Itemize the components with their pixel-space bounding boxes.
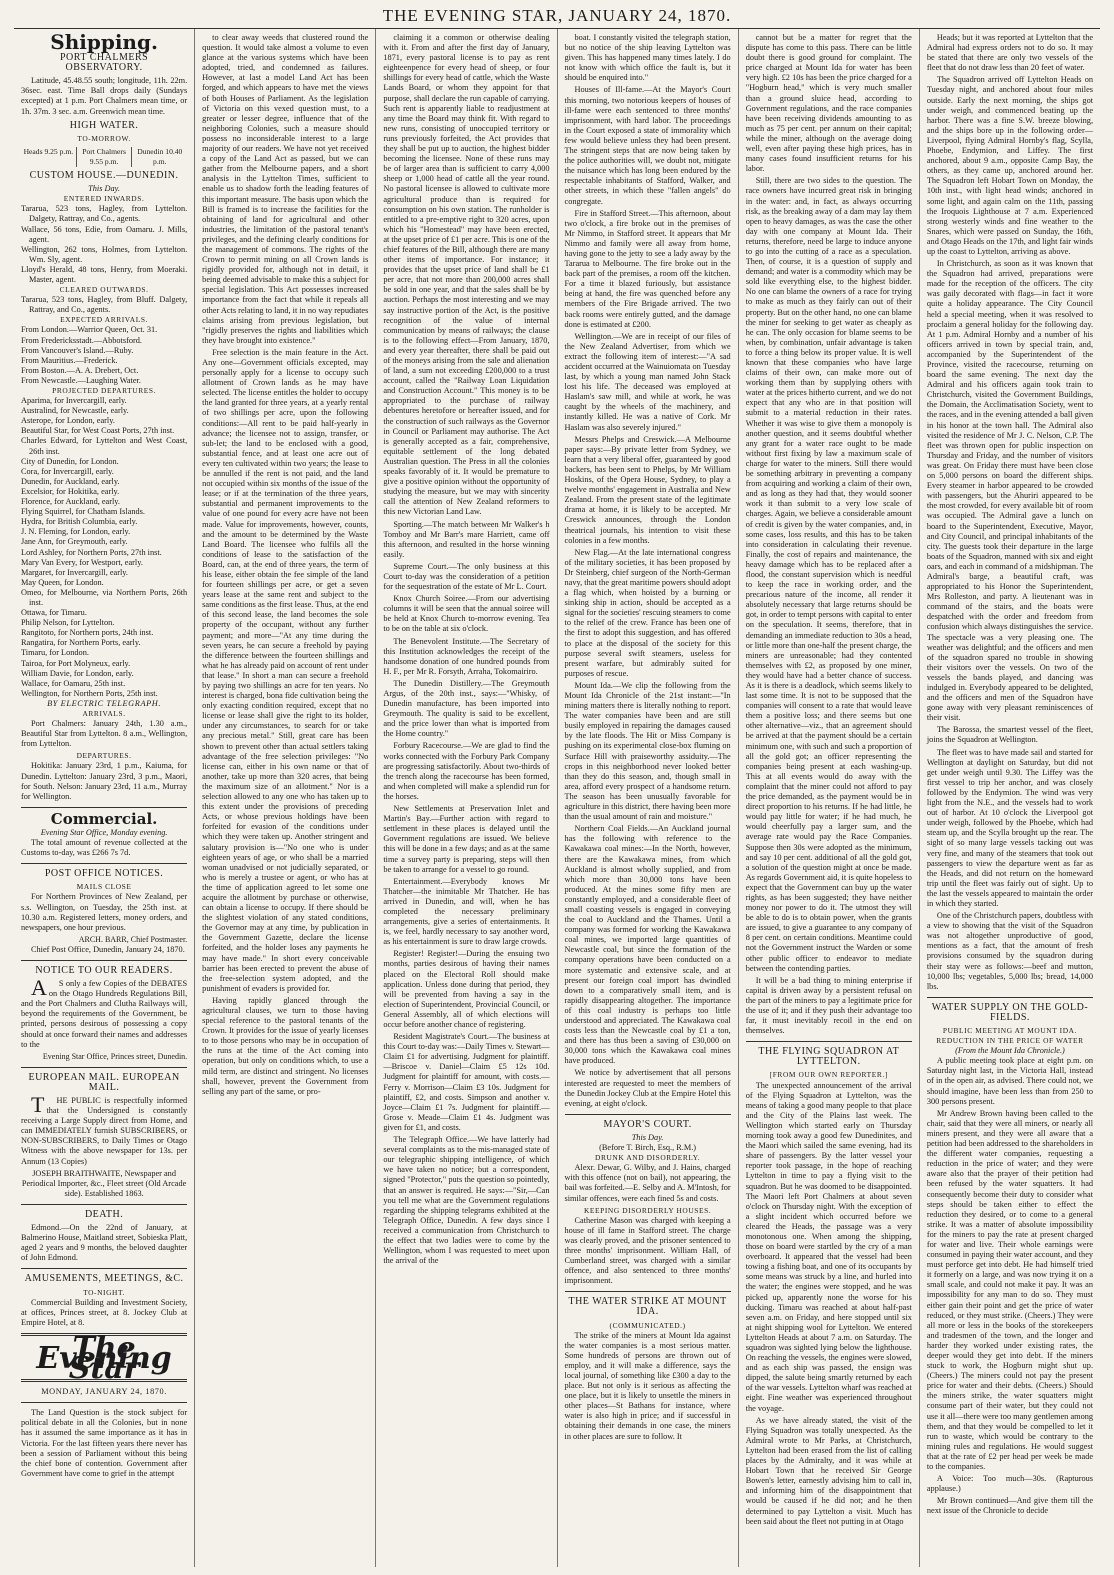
article-paragraph: claiming it a common or otherwise dealing with it. From and after the first day of January, 1871, every pastoral license is to pay as rent eighteenpence for every head of sheep, or four shillings for every head of cattle, which the Waste Lands Board, or whom they appoint for that purpose, shall declare the run capable of carrying. Such rent is apparently liable to readjustment at any time the Board may think fit. With regard to new runs, consisting of unoccupied territory or runs previously forfeited, the Act provides that they shall be put up to auction, the highest bidder becoming the licensee. None of these runs may be of larger area than is sufficient to carry 4,000 sheep or 1,000 head of cattle all the year round. No pastoral licensee is allowed to cultivate more agricultural produce than is required for consumption on his own station. The runholder is entitled to a pre-emptive right to 320 acres, upon which his "Homestead" may have been erected, at the upset price of £1 per acre. This is one of the chief features of the Bill, although there are many other items of importance. For instance; it provides that the upset price of land shall be £1 per acre, that not more than 200,000 acres shall be sold in one year, and that the sales shall be by auction. Perhaps the most interesting and we may say instructive portion of the Act, is the positive recognition of the value of internal communication by means of railways; the clause is to the following effect—From January, 1870, and every year thereafter, there shall be paid out of the moneys arising from the sale and alienation of land, a sum not exceeding £200,000 to a trust account, called the "Railway Loan Liquidation and Construction Account." This money is to be appropriated to the purchase of railway debentures heretofore or hereafter issued, and for the construction of such railways as the Governor in Council or Parliament may authorise. The Act is generally accepted as a fair, comprehensive, equitable settlement of the long debated Australian question. The Press in all the colonies speaks favorably of it. It would be premature to give a positive opinion without the opportunity of studying the measure, but we may with sincerity call the attention of New Zealand reformers to this new Victorian Land Law. — [383, 33, 550, 517]
news-paragraph: boat. I constantly visited the telegraph station, but no notice of the ship leaving Lyttelton was given. This has happened many times lately. I do not know with which office the fault is, but it should be enquired into." — [564, 33, 731, 83]
divider — [746, 1041, 912, 1042]
high-water-sub: TO-MORROW. — [77, 133, 131, 143]
notice-body: S only a few Copies of the DEBATES on the Otago Hundreds Regulations Bill, and the Port Chalmers and Clutha Railways will, beyond the requirements of the Government, be printed, persons desirous of possessing a copy should at once forward their names and addresses to the — [21, 979, 188, 1049]
notice-text — [21, 975, 188, 1050]
tide-dunedin: Dunedin 10.40 p.m. — [137, 146, 183, 166]
news-paragraph: Messrs Phelps and Creswick.—A Melbourne paper says:—By private letter from Sydney, we learn that a very liberal offer, guaranteed by good backers, has been sent to Phelps, by Mr William Hoskins, of the Opera House, Sydney, to play a twelve months' engagement in Australia and New Zealand. From the present state of the legitimate drama at home, it is likely to be accepted. Mr Creswick announces, through the London theatrical journals, his intention to visit these colonies in a few months. — [564, 434, 731, 545]
squadron-text: The fleet was to have made sail and started for Wellington at daylight on Saturday, but did not get under weigh until 9.30. The Liffey was the first vessel to trip her anchor, and was closely followed by the Endymion. The wind was very light from the N.E., and the vessels had to work out of harbor. At 10 o'clock the Liverpool got under weigh, followed by the Phoebe, which had steam up, and the Scylla brought up the rear. The sight of so many large vessels tacking out was very fine, and many of the steamers that took out passengers to view the departure went as far as the Heads, and did not return on the homeward trip until the fleet was fairly out of sight. Up to the last the vessels appeared to maintain the order in which they started. — [926, 747, 1094, 908]
list-item: Lord Ashley, for Northern Ports, 27th inst. — [21, 547, 162, 557]
squadron-text: The Barossa, the smartest vessel of the fleet, joins the Squadron at Wellington. — [926, 725, 1094, 745]
news-paragraph: Knox Church Soiree.—From our advertising columns it will be seen that the annual soiree will be held at Knox Church to-morrow evening. Tea to be on the table at six o'clock. — [383, 594, 550, 634]
cleared-list — [21, 295, 187, 315]
squadron-text: The unexpected announcement of the arrival of the Flying Squadron at Lyttelton, was the means of taking a good many people to that place and the City of the Plains last week. The Wellington which started early on Thursday morning took away a good few Dunedinites, and the Maori which sailed the same evening, had its share of passengers. By the latter vessel your reporter took passage, in the hope of reaching Lyttelton in time to pay a flying visit to the squadron. But he was doomed to be disappointed. The Maori left Port Chalmers at about seven o'clock on Thursday night. With the exception of a slight incident which occurred before we cleared the Heads, the passage was a very monotonous one. When among the shipping, those on board were startled by the cry of a man overboard. It appeared that the vessel had been towing a fishing boat, and one of its occupants by some means was struck by a line, and hurled into the water; the engines were stopped, and he was picked up, apparently none the worse for his ducking. Timaru was reached at about half-past seven a.m. on Friday, and here stopped until six at night shipping wool for Lyttelton. We entered Lyttelton Heads at about 7 a.m. on Saturday. The squadron was sighted lying below the lighthouse. On reaching the vessels, the engines were slowed, and as each ship was passed, the ensign was dipped, the salute being smartly returned by each of the war vessels. Lyttelton wharf was reached at eight. Fine weather was experienced throughout the voyage. — [745, 1080, 912, 1413]
arrivals-heading: ARRIVALS. — [82, 709, 126, 718]
divider — [21, 1402, 187, 1403]
water-supply-text: A public meeting took place at eight p.m. on Saturday night last, in the Victoria Hall, instead of in the open air, as advised. There could not, we should imagine, have been less than from 250 to 300 persons present. — [926, 1056, 1094, 1106]
death-heading: DEATH. — [84, 1208, 124, 1220]
squadron-sub: [FROM OUR OWN REPORTER.] — [769, 1070, 888, 1080]
list-item: Beautiful Star, for West Coast Ports, 27th inst. — [21, 426, 175, 436]
observatory-text: Latitude, 45.48.55 south; longitude, 11h. 22m. 36sec. east. Time Ball drops daily (Sundays excepted) at 1 p.m. Port Chalmers mean time, or 1h. 37m. 3 sec. a.m. Greenwich mean time. — [21, 76, 188, 116]
news-paragraph: Fire in Stafford Street.—This afternoon, about two o'clock, a fire broke out in the premises of Mr Nimmo, in Stafford street. It appears that Mr Nimmo and family were all away from home, having gone to the jetty to see a lady away by the Tararua to Melbourne. The fire broke out in the back part of the premises, a room off the kitchen. For a time it blazed furiously, but assistance being at hand, the fire was quenched before any members of the Fire Brigade arrived. The two back rooms were entirely gutted, and the damage done is estimated at £200. — [564, 208, 731, 329]
list-item: From Boston.—A. A. Drebert, Oct. — [21, 365, 139, 375]
news-paragraph: Supreme Court.—The only business at this Court to-day was the consideration of a petition for the sequestration of the estate of Mr L. Court. — [383, 561, 550, 592]
news-paragraph: Resident Magistrate's Court.—The business at this Court to-day was:—Daily Times v. Stewart—Claim £1 for advertising. Judgment for plaintiff.—Briscoe v. Daniel—Claim £5 12s 10d. Judgment for plaintiff for amount, with costs.—Ferry v. Morrison—Claim £3 10s. Judgment for plaintiff, £2, and costs. Simpson and another v. Joyce—Claim £1 7s. Judgment for plaintiff.—Grose v. Meade—Claim £1 4s. Judgment was given for £1, and costs. — [383, 1032, 550, 1132]
drop-cap-t: T — [31, 1092, 45, 1117]
column-6 — [920, 29, 1100, 1567]
list-item: Jane Ann, for Greymouth, early. — [21, 537, 128, 547]
list-item: Cora, for Invercargill, early. — [21, 466, 114, 476]
list-item: Mary Van Every, for Westport, early. — [21, 557, 143, 567]
expected-list — [21, 325, 187, 386]
mayors-court-heading: MAYOR'S COURT. — [603, 1118, 692, 1130]
news-paragraph: We notice by advertisement that all persons interested are requested to meet the members of the Dunedin Jockey Club at the Empire Hotel this evening, at eight o'clock. — [564, 1068, 731, 1108]
list-item: Lloyd's Herald, 48 tons, Henry, from Moeraki. Master, agent. — [21, 264, 188, 284]
news-paragraph: Entertainment.—Everybody knows Mr Thatcher—the inimitable Mr Thatcher. He has arrived in Dunedin, and will, when he has completed the necessary preliminary arrangements, give a series of entertainments. It is, we feel, hardly necessary to say another word, as his entertainment is sure to draw large crowds. — [383, 876, 550, 947]
projected-heading: PROJECTED DEPARTURES. — [52, 386, 157, 395]
amusements-text: Commercial Building and Investment Society, at offices, Princes street, at 8. Jockey Club at Empire Hotel, at 8. — [21, 1297, 188, 1327]
tide-table — [21, 147, 187, 167]
leader-text: The Land Question is the stock subject for political debate in all the Colonies, but in none has it assumed the same importance as it has in Victoria. For the last fifteen years there never has been a session of Parliament without this being the chief bone of contention. Government after Government have come to grief in the attempt — [21, 1408, 188, 1478]
article-paragraph: It will be a bad thing to mining enterprise if capital is driven away by a persistent refusal on the part of the miners to pay a legitimate price for the use of it; and if they push their advantage too far, it must inevitably recoil in the end on themselves. — [745, 975, 912, 1036]
list-item: Tairoa, for Port Molyneux, early. — [21, 658, 131, 668]
news-paragraph: Sporting.—The match between Mr Walker's h Tomboy and Mr Barr's mare Harriett, came off this afternoon, and resulted in the horse winning easily. — [383, 519, 550, 559]
water-strike-sub: (COMMUNICATED.) — [609, 1320, 686, 1330]
paper-masthead: The Evening Star — [36, 1330, 172, 1387]
column-2 — [195, 29, 376, 1567]
list-item: Rangatira, for Northern Ports, early. — [21, 638, 141, 648]
observatory-heading: PORT CHALMERS OBSERVATORY. — [59, 52, 149, 74]
water-strike-text: The strike of the miners at Mount Ida against the water companies is a most serious matter. Some hundreds of persons are thrown out of employ, and it will make a difference, says the local journal, of something like £300 a day to the place. But not only is it serious as affecting the one place, but it is likely to unsettle the miners in other places—St Bathans for instance, where water is also high in price; and if successful in obtaining their demands in one case, the miners in other places are sure to follow. It — [564, 1330, 731, 1441]
mail-heading: EUROPEAN MAIL. EUROPEAN MAIL. — [28, 1071, 180, 1093]
commercial-title: Commercial. — [50, 809, 158, 828]
squadron-heading: THE FLYING SQUADRON AT LYTTELTON. — [758, 1046, 900, 1068]
news-paragraph: Northern Coal Fields.—An Auckland journal has the following with reference to the Kawakawa coal mines:—In the North, however, there are the Kawakawa mines, from which Auckland is almost wholly supplied, and from which more than 30,000 tons have been produced. At the mines some fifty men are constantly employed, and a considerable fleet of small coasting vessels is engaged in conveying the coal to Auckland and the Thames. Until a company was formed for working the Kawakawa coal mines, we imported large quantities of Newcastle coal, but since the formation of the company operations have been conducted on a more systematic and extensive scale, and at present our foreign coal import has dwindled down to a comparatively small item, and is rapidly disappearing altogether. The importance of this coal industry is perhaps too little understood and appreciated. The Kawakawa coal costs less than the Newcastle coal by £1 a ton, and there has thus been a saving of £30,000 on 30,000 tons which the Kawakawa coal mines have produced. — [564, 824, 731, 1066]
list-item: Tararua, 523 tons, Hagley, from Lyttelton. Dalgety, Rattray, and Co., agents. — [21, 204, 188, 224]
list-item: Timaru, for London. — [21, 648, 89, 658]
mayors-court-text: Catherine Mason was charged with keeping a house of ill fame in Stafford street. The charge was clearly proved, and the prisoner sentenced to three months' imprisonment. William Hall, of Cumberland street, was charged with a similar offence, and also sentenced to three months' imprisonment. — [564, 1215, 731, 1286]
list-item: Wallace, for Oamaru, 25th inst. — [21, 678, 126, 688]
article-paragraph: Still, there are two sides to the question. The race owners have incurred great risk in bringing in the water: and, in fact, as always occurring risk, as the breaking away of a dam may lay them open to heavy damages, as was the case the other day with one company at Mount Ida. Their returns, therefore, need be large to induce anyone to go into the cutting of a race as a speculation. Then, of course, it is a question of supply and demand; and water is a commodity which may be sold like everything else, to the highest bidder. No one can blame the owners of a race for trying to make as much as they fairly can out of their property. But on the other hand, no one can blame the miner for seeking to get water as cheaply as he can. The only occasion for blame seems to be when, by combination, unfair advantage is taken to force a thing below its proper value. It is well known that these companies who have large claims of their own, can make more out of working them than by supplying others with water at the prices hitherto current, and we do not expect that any who are in that position will submit to a material reduction in their rates. Whether it was wise to give them a monopoly is another question, and it seems doubtful whether any grant for a water race ought to be made without first fixing by law a maximum scale of charge for water to the miners. Still there would be something arbitrary in preventing a company from acquiring and working a claim of their own, and as long as they had that, they would sooner work it than submit to a very low scale of charges. Again, we believe a considerable amount of credit is given by the water companies, and, in some cases, loss results, and this has to be taken into consideration in calculating their revenue. Finally, the cost of repairs and maintenance, the heavy damage which has to be replaced after a flood, the constant supervision which is needful to keep the race in working order, and the precarious nature of the income, all render it absolutely necessary that large returns should be got, in order to tempt persons with capital to enter on the speculation. It seems, therefore, that in demanding an immediate reduction to 30s a head, or little more than one-half the present charge, the miners are unreasonable; had they contented themselves with £2, as proposed by one miner, they would have had a better chance of success. As it is there is a deadlock, which seems likely to last some time. It is not to be supposed that the companies will consent to a rate that would leave them a positive loss; and there seems but one other alternative—viz., that an agreement should be arrived at that the payment should be a certain minimum one, with such and such a proportion of all the gold got; an officer representing the companies being present at each washing-up. This at all events would do away with the complaint that the miner could not afford to pay the price demanded, as the payment would be in direct proportion to his returns. If he had little, he would pay little for water; if he had much, he would cheerfully pay a larger sum, and the average rate would pay the Race Companies. Suppose then 30s were adopted as the minimum, and say 10 per cent. additional of all the gold got, a solution of the question might at once be made. As regards Government aid, it is quite hopeless to expect that the Government can buy up the water rights, as has been suggested; they have neither money nor power to do it. The utmost they will be able to do is to obtain power, when the grants are issued, to give a guarantee to any company of 8 per cent. on certain conditions. Meantime could not the Government instruct the Warden or some other public officer to endeavor to mediate between the contending parties. — [745, 176, 912, 973]
list-item: Charles Edward, for Lyttelton and West Coast, 26th inst. — [21, 436, 188, 456]
article-paragraph: Free selection is the main feature in the Act. Any one—Government officials excepted, may personally apply for a license to occupy such allotment of Crown lands as he may have selected. The license entitles the holder to occupy the land granted for three years, at a yearly rental of two shillings per acre, upon the following conditions:—All rent to be paid half-yearly in advance; the licensee not to assign, transfer, or sub-let; the land to be enclosed with a good, substantial fence, and at least one acre out of every ten cultivated within two years; the lease to be annulled if the rent is not paid, and the land not occupied within six months of the issue of the lease; or if at the termination of the three years, substantial and permanent improvements to the value of one pound for every acre have not been made. Value for improvements, however, counts, and the amount to be determined by the Waste Land Board. The licensee who fulfils all the conditions of lease to the satisfaction of the Board, can, at the end of three years, the term of his lease, either obtain the fee simple of the land for fourteen shillings per acre, or get a seven years lease at the same rent and subject to the same conditions as the first lease. Thus, at the end of this second lease, the land becomes the sole property of the occupant, without any further payment; and more—"At any time during the seven years, he can secure a freehold by paying the difference between the fourteen shillings and what he has already paid on account of rent under that lease." In short a man can secure a freehold by paying two shillings an acre for ten years. No interest is charged, bona fide cultivation being the only exacting condition required, except that no license or lease shall give the right to its holder, under any circumstances, to search for or take any precious metal." Still, great care has been shown to prevent other than actual settlers taking advantage of the free selection privileges: "No license can, either in his own name or that of another, take up more than 320 acres, that being the maximum size of an allotment." Nor is a selection allowed to any one who has taken up to this extent under the provisions of preceding Acts, or whose previous holdings have been forfeited for evasion of the conditions under which they were taken up. Another stringent and salutary provision is—"No one who is under eighteen years of age, or who shall be a married woman unadvised or not judicially separated, or who is merely a trustee or agent, or who has at the time of application agreed to let some one acquire the allotment by purchase or otherwise, can obtain a license to occupy. If there should be the slightest violation of any stated conditions, the Governor may at any time, by publication in the Government Gazette, declare the license forfeited, and the holder loses any payments he may have made." In short every conceivable barrier has been erected to prevent the abuse of the free-selection system adopted, and the punishment of evaders is provided for. — [202, 347, 369, 993]
list-item: Hydra, for British Columbia, early. — [21, 517, 138, 527]
list-item: May Queen, for London. — [21, 577, 104, 587]
customs-day: This Day. — [88, 184, 120, 194]
list-item: Wellington, 262 tons, Holmes, from Lyttelton. Wm. Sly, agent. — [21, 244, 188, 264]
column-1 — [14, 29, 195, 1567]
departures-text: Hokitika: January 23rd, 1 p.m., Kaiuma, for Dunedin. Lyttelton: January 23rd, 3 p.m., Maori, for South. Nelson: January 23rd, 11 a.m., Murray for Wellington. — [21, 761, 188, 801]
mayors-court-day: This Day. — [631, 1132, 664, 1142]
tide-port-chalmers: Port Chalmers 9.55 p.m. — [77, 147, 133, 167]
water-supply-text: Mr Andrew Brown having been called to the chair, said that they were all miners, or nearly all miners present, and they were all aware that a petition had been addressed to the shareholders in the different water companies, requesting a reduction in the price of water; and they were aware also that the prayer of their petition had been refused by the water squatters. It had consequently become their duty to consider what steps should be taken either to effect the reduction they desired, or to come to a general strike. It was a matter of absolute impossibility for the miners to pay the rate at present charged for water and live. Their whole earnings were consumed in paying their water account, and they must perforce get into debt. He had himself tried it formerly on a large, and was now trying it on a small scale, and could not make it pay. It was an impossibility for any man to do so. They must either gain their point and get the price of water reduced, or they must strike. (Cheers.) They were all more or less in the books of the storekeepers and tradesmen of the town, and the longer and harder they worked under existing rates, the deeper would they get into debt. If the miners stuck to work, the Hogburn might shut up. (Cheers.) The miners could not pay the present price for water and their debts. (Cheers.) Should the miners strike, the water squatters might consume part of their water, but they could not use it all—there were too many gentlemen among them, and that they would be compelled to let it run to waste, which would be contrary to the mining rules and regulations. He would suggest that at the rate of £2 per head per week be made to the companies. — [926, 1108, 1094, 1472]
squadron-text: The Squadron arrived off Lyttelton Heads on Tuesday night, and anchored about four miles outside. Early the next morning, the ships got under weigh, and commenced beating up the harbor. There was a fine S.W. breeze blowing, and the ships bore up in the following order—Liverpool, flying Admiral Hornby's flag, Scylla, Phoebe, Endymion, and Liffey. The first anchored, about 9 a.m., opposite Camp Bay, the others, as they came up, anchored around her. The Squadron left Hobart Town on Monday, the 10th inst., with light head winds; anchored in some light, and again calm on the 11th, passing the Iroquois Lighthouse at 7 a.m. Experienced strong westerly winds and fine weather to the Snares, which were passed on Sunday, the 16th, and Otago Heads on the 17th, and light fair winds up the coast to Lyttelton, arriving as above. — [926, 75, 1094, 256]
projected-list — [21, 396, 187, 699]
article-paragraph: to clear away weeds that clustered round the question. It would take almost a volume to even glance at the various systems which have been adopted, tried, and condemned as failures. However, at last a model Land Act has been forged, and which appears to have met the views of both Houses of Parliament. As the legislation of Victoria on this vexed question must, to a greater or lesser degree, influence that of the neighboring Colonies, such a measure should possess no inconsiderable interest to a large majority of our readers. We have not yet received a copy of the Land Act as passed, but we can gather from the Melbourne papers, and a short analysis in the Lyttelton Times, sufficient to enable us to shadow forth the leading features of this important measure. The basis upon which the Bill is framed is to increase the facilities for the obtaining of land for agricultural and other industries, the limitation of the pastoral tenant's privileges, and the defining clearly conditions for the management of commons. The rights of the Crown to permit mining on all Crown lands is rigidly provided for, although not in detail, it being deemed advisable to make this a subject for special legislation. This Act possesses increased importance from the fact that while it repeals all other Acts relating to land, it in no way repudiates claims arising from previous legislation, but "rigidly preserves the rights and liabilities which they have brought into existence." — [202, 33, 369, 345]
expected-heading: EXPECTED ARRIVALS. — [60, 315, 149, 325]
water-supply-text: A Voice: Too much—30s. (Rapturous applause.) — [926, 1474, 1094, 1494]
article-paragraph: cannot but be a matter for regret that the dispute has come to this pass. There can be little doubt there is good ground for complaint. The price charged at Mount Ida for water has been very high. £2 10s has been the price charged for a "Hogburn head," which is very much smaller than a ground sluice head, according to Government regulations, and the race companies have been receiving dividends amounting to as much as 75 per cent. per annum on their capital; while the miner, although on the average doing well, even after paying these high prices, has in many cases found insufficient returns for his labor. — [745, 33, 912, 174]
amusements-heading: AMUSEMENTS, MEETINGS, &C. — [24, 1273, 184, 1285]
customs-heading: CUSTOM HOUSE.—DUNEDIN. — [29, 170, 179, 182]
column-3 — [376, 29, 557, 1567]
divider — [21, 960, 187, 961]
list-item: Florence, for Auckland, early. — [21, 497, 120, 507]
post-text: For Northern Provinces of New Zealand, per s.s. Wellington, on Tuesday, the 25th inst. at 10.30 a.m. Registered letters, money orders, and newspapers, one hour previous. — [21, 892, 188, 932]
water-supply-sub: REDUCTION IN THE PRICE OF WATER — [936, 1036, 1084, 1046]
post-signature: ARCH. BARR, Chief Postmaster. — [78, 934, 188, 944]
list-item: Flying Squirrel, for Chatham Islands. — [21, 507, 145, 517]
column-5 — [739, 29, 920, 1567]
tide-heads: Heads 9.25 p.m. — [21, 147, 77, 167]
notice-heading: NOTICE TO OUR READERS. — [35, 964, 173, 976]
squadron-text: In Christchurch, as soon as it was known that the Squadron had arrived, preparations were made for the reception of the officers. The city was gaily decorated with flags—in fact it wore quite a holiday appearance. The City Council held a special meeting, when it was resolved to proclaim a general holiday for the following day. At 1 p.m. Admiral Hornby and a number of his officers arrived in town by special train, and, accompanied by the Superintendent of the Province, visited the racecourse, returning on board the same evening. The next day the Admiral and his officers again took train to Christchurch, visited the Government Buildings, the Domain, the Acclimatisation Society, went to the races, and in the evening attended a ball given in his honor at the town hall. The Admiral also visited the residence of Mr J. C. Nelson, C.P. The fleet was thrown open for public inspection on Thursday and Friday, and the number of visitors was great. On Friday there must have been close on 5,000 persons on board the different ships. Every steamer in harbor appeared to be crowded with passengers, but the Ahuriri appeared to be the most crowded, for every available bit of room was occupied. The Admiral gave a lunch on board to the Superintendent, Executive, Mayor, and City Council, and principal inhabitants of the city. The guests took their departure in the large boats of the Squadron, manned with six and eight oars, and each in command of a midshipman. The Admiral's barge, a beautiful craft, was appropriated to his Honor the Superintendent, Mrs Rolleston, and party. A lieutenant was in command of the stairs, and the boats were despatched with the order and freedom from confusion which always distinguishes the service. The spectacle was a very pleasing one. The weather was delightful; and the officers and men of the squadron spared no trouble in showing their visitors over the vessels. On two of the vessels the bands played, and dancing was indulged in. Everybody appeared to be delighted, and the officers and men of the Squadron have gone away with very pleasant reminiscences of their visit. — [926, 259, 1094, 723]
arrivals-text: Port Chalmers: January 24th, 1.30 a.m., Beautiful Star from Lyttelton. 8 a.m., Wellington, from Lyttelton. — [21, 719, 188, 749]
mayors-court-sub: KEEPING DISORDERLY HOUSES. — [583, 1205, 712, 1215]
article-paragraph: Having rapidly glanced through the agricultural clauses, we turn to those having special reference to the pastoral tenants of the Crown. It provides for the issue of yearly licenses to to those persons who may be in occupation of the runs at the time of the Act coming into operation, but only on conditions which, to use a mild term, are distinct and stringent. No licenses shall, however, prevent the Government from selling any part of the same, or pro- — [202, 995, 369, 1096]
list-item: From Mauritius.—Frederick. — [21, 355, 118, 365]
list-item: Philip Nelson, for Lyttelton. — [21, 618, 115, 628]
water-supply-text: Mr Brown continued—And give them till the next issue of the Chronicle to decide — [926, 1496, 1094, 1516]
news-paragraph: The Dunedin Distillery.—The Greymouth Argus, of the 20th inst., says:—"Whisky, of Dunedin manufacture, has been imported into Greymouth. The quality is said to be excellent, and the price lower than what is imported from the Home country." — [383, 678, 550, 739]
post-place: Chief Post Office, Dunedin, January 24, 1870. — [31, 944, 185, 954]
commercial-text: The total amount of revenue collected at the Customs to-day, was £266 7s 7d. — [21, 838, 188, 858]
water-supply-source: (From the Mount Ida Chronicle.) — [955, 1046, 1065, 1056]
mayors-court-text: Alexr. Dewar, G. Wilby, and J. Hains, charged with this offence (not on bail), not appearing, the bail was forfeited.—E. Selby and A. M'Intosh, for similar offences, were each fined 5s and costs. — [564, 1163, 731, 1203]
news-paragraph: Houses of Ill-fame.—At the Mayor's Court this morning, two notorious keepers of houses of ill-fame were each sentenced to three months' imprisonment, with hard labor. The proceedings in the Court exposed a state of immorality which few would believe unless they had been present. The stringent steps that are now being taken by the police authorities will, we doubt not, mitigate the nuisance which has long been endured by the respectable inhabitants of Stafford, Walker, and other streets, in which these "fallen angels" do congregate. — [564, 85, 731, 206]
news-paragraph: New Flag.—At the late international congress of the military societies, it has been proposed by Dr Steinberg, chief surgeon of the North-German navy, that the great maritime powers should adopt a flag which, when hoisted by a burning or sinking ship in action, should be accepted as a signal for the societies' rescuing steamers to come to the relief of the crew. France has been one of the first to adopt this suggestion, and has offered to place at the disposal of the society for this purpose several swift steamers, useless for present warfare, but admirably suited for purposes of rescue. — [564, 547, 731, 678]
divider — [21, 863, 187, 864]
squadron-text: Heads; but it was reported at Lyttelton that the Admiral had express orders not to do so. It may be stated that there are only two vessels of the fleet that do not draw less than 20 feet of water. — [926, 33, 1094, 73]
mail-text — [21, 1092, 188, 1167]
post-sub: MAILS CLOSE — [76, 882, 132, 892]
water-supply-heading: WATER SUPPLY ON THE GOLD-FIELDS. — [931, 1001, 1089, 1023]
news-paragraph: New Settlements at Preservation Inlet and Martin's Bay.—Further action with regard to settlement in these places is delayed until the Government regulations are issued. We believe this will be done in a few days; and as at the same time a survey party is preparing, steps will then be taken to arrange for a vessel to go round. — [383, 804, 550, 874]
divider — [21, 807, 187, 808]
news-paragraph: The Benevolent Institute.—The Secretary of this Institution acknowledges the receipt of the handsome donation of one hundred pounds from H. F., per Mr R. Forsyth, Arraha, Tokomairiro. — [383, 636, 550, 676]
mayors-court-before: (Before T. Birch, Esq., R.M.) — [599, 1143, 697, 1153]
mail-signature: JOSEPH BRAITHWAITE, Newspaper and Periodical Importer, &c., Fleet street (Old Arcade side). Established 1863. — [21, 1168, 187, 1198]
divider — [21, 1204, 187, 1205]
divider — [565, 1114, 731, 1115]
list-item: Ottawa, for Timaru. — [21, 608, 87, 618]
squadron-text: One of the Christchurch papers, doubtless with a view to showing that the visit of the Squadron was not altogether unproductive of good, mentions as a fact, that the amount of fresh provisions consumed by the squadron during their stay were as follows:—beef and mutton, 10,000 lbs; vegetables, 5,000 lbs; bread, 14,000 lbs. — [926, 911, 1094, 991]
list-item: William Davie, for London, early. — [21, 668, 134, 678]
shipping-title: Shipping. — [50, 30, 158, 54]
list-item: Rangitoto, for Northern ports, 24th inst. — [21, 628, 154, 638]
high-water-heading: HIGH WATER. — [69, 119, 139, 131]
list-item: From London.—Warrior Queen, Oct. 31. — [21, 325, 158, 335]
list-item: Aparima, for Invercargill, early. — [21, 396, 127, 406]
squadron-text: As we have already stated, the visit of the Flying Squadron was totally unexpected. As the Admiral wrote to Mr Parks, at Christchurch, Lyttelton had been erased from the list of calling places by the Admiralty, and it was while at Hobart Town that he received Sir George Bowen's letter, earnestly advising him to call in, and informing him of the disappointment that would be caused if he did not; and he then determined to pay Lyttelton a visit. Much has been said about the fleet not putting in at Otago — [745, 1415, 912, 1526]
list-item: Dunedin, for Auckland, early. — [21, 476, 120, 486]
divider — [21, 1268, 187, 1269]
list-item: Excelsior, for Hokitika, early. — [21, 486, 120, 496]
news-paragraph: Forbury Racecourse.—We are glad to find the works connected with the Forbury Park Company are progressing satisfactorily. About two-thirds of the trench along the racecourse has been formed, and when completed will make a splendid run for the horses. — [383, 741, 550, 801]
list-item: Omeo, for Melbourne, via Northern Ports, 26th inst. — [21, 587, 188, 607]
list-item: Tararua, 523 tons, Hagley, from Bluff. Dalgety, Rattray, and Co., agents. — [21, 295, 188, 315]
list-item: Wellington, for Northern Ports, 25th inst. — [21, 688, 158, 698]
post-heading: POST OFFICE NOTICES. — [44, 868, 164, 880]
news-paragraph: Register! Register!—During the ensuing two months, parties desirous of having their names placed on the Electoral Roll should make application. Unless done during that period, they will be prevented from having a say in the election of Superintendent, Provincial Council, or General Assembly, all of which elections will occur before another chance of registering. — [383, 949, 550, 1029]
death-text: Edmond.—On the 22nd of January, at Balmerino House, Maitland street, Sobieska Platt, aged 2 years and 9 months, the beloved daughter of John Edmond. — [21, 1223, 188, 1263]
columns — [14, 29, 1100, 1567]
news-paragraph: Mount Ida.—We clip the following from the Mount Ida Chronicle of the 21st instant:—"In mining matters there is literally nothing to report. The water companies have been and are still busily employed in repairing the damages caused by the late floods. The Hit or Miss Company is pushing on its experimental close-box fluming on Surface Hill with praiseworthy assiduity.—The crops in this neighborhood never looked better than they do this season, and, though small in area, afford every prospect of a handsome return. The season has been unusually favorable for agriculture in this district, there having been more than the usual amount of rain and moisture." — [564, 680, 731, 822]
column-4 — [558, 29, 739, 1567]
notice-signature: Evening Star Office, Princes street, Dunedin. — [42, 1051, 188, 1061]
list-item: Wallace, 56 tons, Edie, from Oamaru. J. Mills, agent. — [21, 224, 188, 244]
list-item: City of Dunedin, for London. — [21, 456, 119, 466]
list-item: Australind, for Newcastle, early. — [21, 406, 129, 416]
list-item: Asterope, for London, early. — [21, 416, 115, 426]
mail-body: HE PUBLIC is respectfully informed that the Undersigned is constantly receiving a Large Supply direct from Home, and can IMMEDIATELY furnish SUBSCRIBERS, or NON-SUBSCRIBERS, to Daily Times or Otago Witness with the above newspaper for 13s. per Annum (13 Copies) — [21, 1096, 188, 1166]
water-supply-sub: PUBLIC MEETING AT MOUNT IDA. — [942, 1026, 1078, 1035]
commercial-office: Evening Star Office, Monday evening. — [40, 827, 168, 837]
news-paragraph: The Telegraph Office.—We have latterly had several complaints as to the mis-managed state of our telegraphic shipping intelligence, of which we have taken no notice; but a correspondent, signed "Protector," puts the question so pointedly, that an answer is required. He says:—"Sir,—Can you tell me what are the Government regulations regarding the shipping telegrams exhibited at the Telegraph Office, Dunedin. A few days since I received a communication from Christchurch to the effect that two ladies were to come by the Wellington, whom I was requested to meet upon the arrival of the — [383, 1135, 550, 1266]
amusements-sub: TO-NIGHT. — [83, 1287, 126, 1297]
page-header: THE EVENING STAR, JANUARY 24, 1870. — [14, 0, 1100, 29]
list-item: From Vancouver's Island.—Ruby. — [21, 345, 134, 355]
drop-cap-a: A — [31, 975, 47, 1001]
telegraph-heading: BY ELECTRIC TELEGRAPH. — [47, 698, 162, 708]
list-item: From Newcastle.—Laughing Water. — [21, 375, 141, 385]
paper-date: MONDAY, JANUARY 24, 1870. — [41, 1387, 167, 1397]
entered-heading: ENTERED INWARDS. — [63, 194, 145, 204]
entered-list — [21, 204, 187, 285]
divider — [21, 1067, 187, 1068]
divider — [565, 1291, 731, 1292]
divider — [927, 997, 1093, 998]
mayors-court-sub: DRUNK AND DISORDERLY. — [595, 1153, 701, 1163]
news-paragraph: Wellington.—We are in receipt of our files of the New Zealand Advertiser, from which we extract the following item of interest:—"A sad accident occurred at the Wainuiomata on Tuesday last, by which a young man named John Stack lost his life. The deceased was employed at Haslam's saw mill, and while at work, he was caught by the wheels of the machinery, and instantly killed. He was a native of Cork. Mr Haslam was also severely injured." — [564, 331, 731, 432]
cleared-heading: CLEARED OUTWARDS. — [59, 285, 149, 295]
list-item: J. N. Fleming, for London, early. — [21, 527, 131, 537]
departures-heading: DEPARTURES. — [76, 751, 132, 761]
list-item: Margaret, for Invercargill, early. — [21, 567, 128, 577]
list-item: From Fredericksstadt.—Abbotsford. — [21, 335, 142, 345]
water-strike-heading: THE WATER STRIKE AT MOUNT IDA. — [568, 1296, 727, 1318]
